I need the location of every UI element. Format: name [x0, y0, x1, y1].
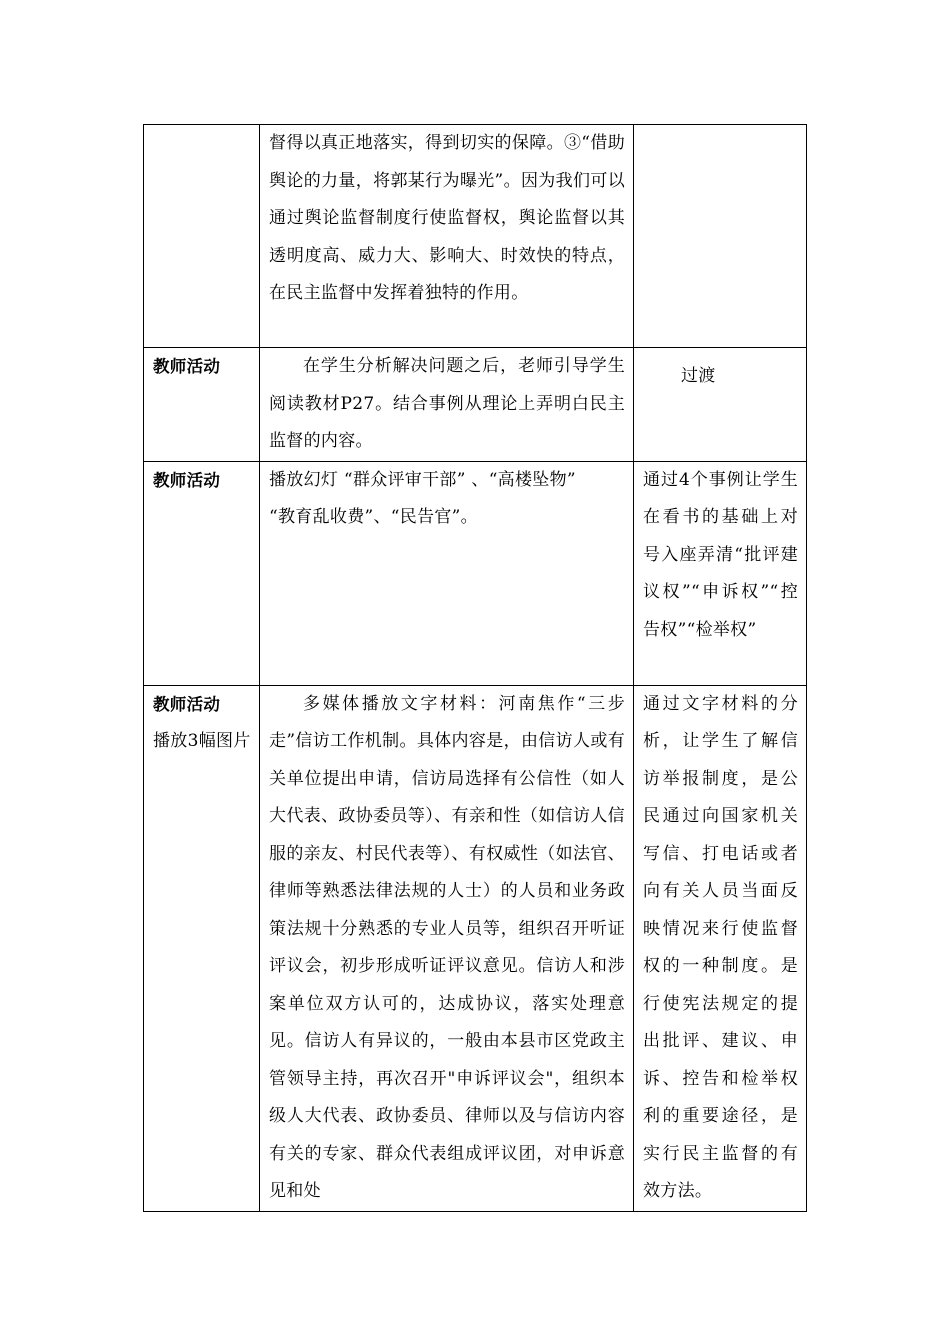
table-row: [144, 348, 807, 462]
table-row: [144, 461, 807, 685]
content-cell: [260, 348, 634, 462]
table-row: [144, 125, 807, 348]
lesson-plan-table: [143, 124, 807, 1212]
activity-cell: [144, 685, 260, 1211]
content-text: 督得以真正地落实，得到切实的保障。③“借助舆论的力量，将郭某行为曝光”。因为我们可以通过舆论监督制度行使监督权，舆论监督以其透明度高、威力大、影响大、时效快的特点，在民主监督中发挥着独特的作用。: [269, 133, 625, 303]
activity-cell: [144, 125, 260, 348]
content-cell: [260, 685, 634, 1211]
note-text: 通过4个事例让学生在看书的基础上对号入座弄清“批评建议权”“申诉权”“控告权”“检举权”: [643, 469, 798, 640]
activity-cell: [144, 461, 260, 685]
note-text: 通过文字材料的分析，让学生了解信访举报制度，是公民通过向国家机关写信、打电话或者向有关人员当面反映情况来行使监督权的一种制度。是行使宪法规定的提出批评、建议、申诉、控告和检举权利的重要途径，是实行民主监督的有效方法。: [643, 693, 798, 1201]
activity-sublabel: 播放3幅图片: [153, 731, 251, 751]
activity-label: 教师活动: [153, 470, 221, 490]
note-cell: [634, 461, 807, 685]
content-text-line1: 播放幻灯 “群众评审干部” 、“高楼坠物”: [269, 469, 576, 490]
content-text: 在学生分析解决问题之后，老师引导学生阅读教材P27。结合事例从理论上弄明白民主监督的内容。: [269, 356, 625, 451]
activity-label: 教师活动: [153, 357, 221, 376]
content-text-line2: “教育乱收费”、“民告官”。: [269, 507, 478, 527]
table-row: [144, 685, 807, 1211]
note-cell: [634, 348, 807, 462]
activity-label: 教师活动: [153, 694, 221, 714]
activity-cell: [144, 348, 260, 462]
content-cell: [260, 125, 634, 348]
note-cell: [634, 685, 807, 1211]
note-cell: [634, 125, 807, 348]
content-text: 多媒体播放文字材料：河南焦作“三步走”信访工作机制。具体内容是，由信访人或有关单位提出申请，信访局选择有公信性（如人大代表、政协委员等）、有亲和性（如信访人信服的亲友、村民代表等）、有权威性（如法官、律师等熟悉法律法规的人士）的人员和业务政策法规十分熟悉的专业人员等，组织召开听证评议会，初步形成听证评议意见。信访人和涉案单位双方认可的，达成协议，落实处理意见。信访人有异议的，一般由本县市区党政主管领导主持，再次召开"申诉评议会"，组织本级人大代表、政协委员、律师以及与信访内容有关的专家、群众代表组成评议团，对申诉意见和处: [269, 693, 625, 1201]
content-cell: [260, 461, 634, 685]
note-text: 过渡: [681, 366, 716, 386]
